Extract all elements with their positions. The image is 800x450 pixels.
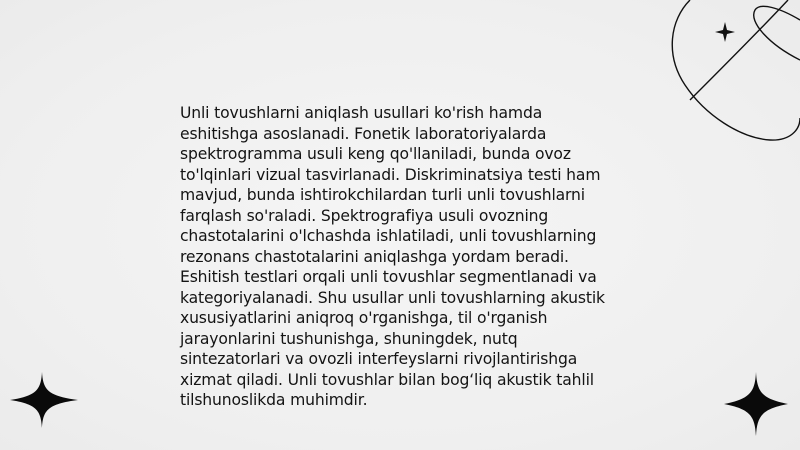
body-paragraph: Unli tovushlarni aniqlash usullari ko'rish hamda eshitishga asoslanadi. Fonetik laboratoriyalarda spektrogramma usuli keng qo'llaniladi, bunda ovoz to'lqinlari vizual tasvirlanadi. Diskriminatsiya testi ham mavjud, bunda ishtirokchilardan turli unli tovushlarni farqlash so'raladi. Spektrografiya usuli ovozning chastotalarini o'lchashda ishlatiladi, unli tovushlarning rezonans chastotalarini aniqlashga yordam beradi. Eshitish testlari orqali unli tovushlar segmentlanadi va kategoriyalanadi. Shu usullar unli tovushlarning akustik xususiyatlarini aniqroq o'rganishga, til o'rganish jarayonlarini tushunishga, shuningdek, nutq sintezatorlari va ovozli interfeyslarni rivojlantirishga xizmat qiladi. Unli tovushlar bilan bog‘liq akustik tahlil tilshunoslikda muhimdir. (180, 104, 605, 409)
four-point-star-icon (722, 370, 790, 438)
orbit-sparkle-icon (660, 0, 800, 150)
four-point-star-icon (10, 370, 80, 430)
